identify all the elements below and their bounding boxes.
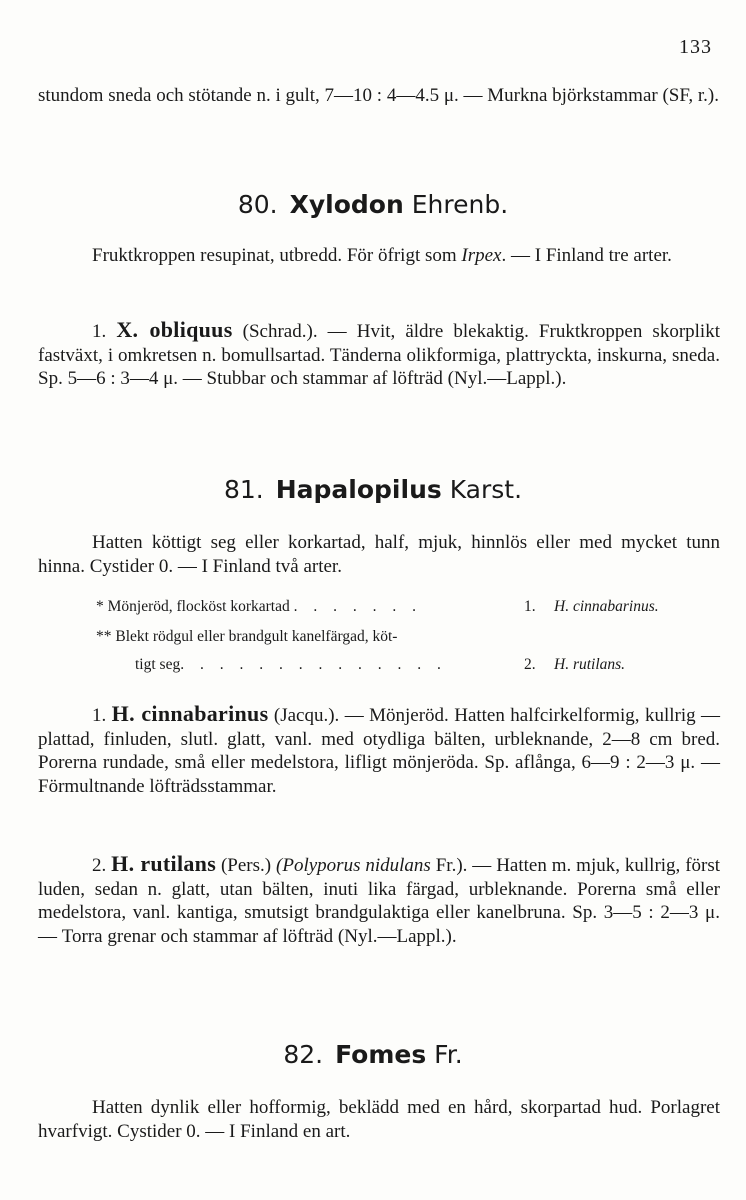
genus-authority: Fr.	[434, 1040, 463, 1069]
species-author: (Pers.)	[220, 855, 272, 876]
key-dots: . . . . . . .	[293, 598, 422, 615]
genus-authority: Ehrenb.	[411, 190, 509, 219]
section-heading-xylodon	[0, 190, 746, 219]
intro-text-end: . — I Finland tre arter.	[501, 245, 672, 266]
species-name: X. obliquus	[116, 317, 233, 342]
species-synonym: (Polyporus nidulans	[276, 855, 431, 876]
section-heading-fomes	[0, 1040, 746, 1069]
key-mark: **	[96, 628, 112, 645]
key-taxon: H. cinnabarinus.	[554, 598, 659, 615]
section-number: 80.	[237, 190, 278, 219]
species-description: — Mönjeröd. Hatten halfcirkelformig, kullrig — plattad, finluden, slutl. glatt, vanl. med otydliga bälten, urbleknande, 2—8 cm bred. Porerna rundade, små eller medelstora, lifligt mönjeröda. Sp. aflånga, 6—9 : 2—3 μ. — Förmultnande löfträdsstammar.	[38, 705, 721, 797]
genus-name: Fomes	[335, 1040, 427, 1069]
key-text: Blekt rödgul eller brandgult kanelfärgad, köt-	[115, 628, 398, 645]
species-description: — Hatten m. mjuk, kullrig, först luden, sedan n. glatt, utan bälten, inuti lika färgad, urbleknande. Porerna små eller medelstora, vanl. kantiga, smutsigt brandgulaktiga eller kanelbruna. Sp. 3—5 : 2—3 μ. — Torra grenar och stammar af löfträd (Nyl.—Lappl.).	[38, 855, 721, 947]
genus-authority: Karst.	[449, 475, 523, 504]
species-author: (Jacqu.).	[273, 705, 340, 726]
section-heading-hapalopilus	[0, 475, 746, 504]
key-text: Mönjeröd, flocköst korkartad	[107, 598, 290, 615]
species-name: H. rutilans	[111, 851, 217, 876]
intro-italic-genus: Irpex	[461, 245, 502, 266]
key-entry-1	[96, 595, 422, 619]
key-mark: *	[96, 598, 104, 615]
synonym-author: Fr.).	[430, 855, 468, 876]
intro-text: Fruktkroppen resupinat, utbredd. För öfrigt som	[92, 245, 462, 266]
species-description: — Hvit, äldre blekaktig. Fruktkroppen skorplikt fastväxt, i omkretsen n. bomullsartad. Tänderna olikformiga, plattryckta, inskurna, sneda. Sp. 5—6 : 3—4 μ. — Stubbar och stammar af löfträd (Nyl.—Lappl.).	[38, 321, 720, 389]
fomes-intro: Hatten dynlik eller hofformig, beklädd med en hård, skorpartad hud. Porlagret hvarfvigt. Cystider 0. — I Finland en art.	[38, 1097, 720, 1142]
key-number: 2.	[524, 656, 536, 673]
species-name: H. cinnabarinus	[111, 701, 269, 726]
section-number: 81.	[223, 475, 264, 504]
species-number: 1.	[92, 321, 107, 342]
key-entry-2-continued	[135, 653, 447, 677]
species-hapalopilus-cinnabarinus	[38, 702, 720, 798]
key-number: 1.	[524, 598, 536, 615]
carry-over-paragraph: stundom sneda och stötande n. i gult, 7—10 : 4—4.5 μ. — Murkna björkstammar (SF, r.).	[38, 85, 719, 106]
key-dots: . . . . . . . . . . . . . .	[180, 656, 447, 673]
species-number: 2.	[92, 855, 107, 876]
hapalopilus-intro: Hatten köttigt seg eller korkartad, half, mjuk, hinnlös eller med mycket tunn hinna. Cystider 0. — I Finland två arter.	[38, 532, 720, 577]
page-number: 133	[679, 36, 712, 58]
species-number: 1.	[92, 705, 107, 726]
genus-name: Xylodon	[289, 190, 404, 219]
species-author: (Schrad.).	[242, 321, 318, 342]
xylodon-intro	[38, 244, 720, 268]
species-xylodon-obliquus	[38, 318, 720, 391]
genus-name: Hapalopilus	[275, 475, 442, 504]
key-taxon: H. rutilans.	[554, 656, 626, 673]
key-text-continued: tigt seg	[135, 656, 181, 673]
key-entry-2	[96, 625, 397, 649]
section-number: 82.	[283, 1040, 324, 1069]
species-hapalopilus-rutilans	[38, 852, 720, 948]
